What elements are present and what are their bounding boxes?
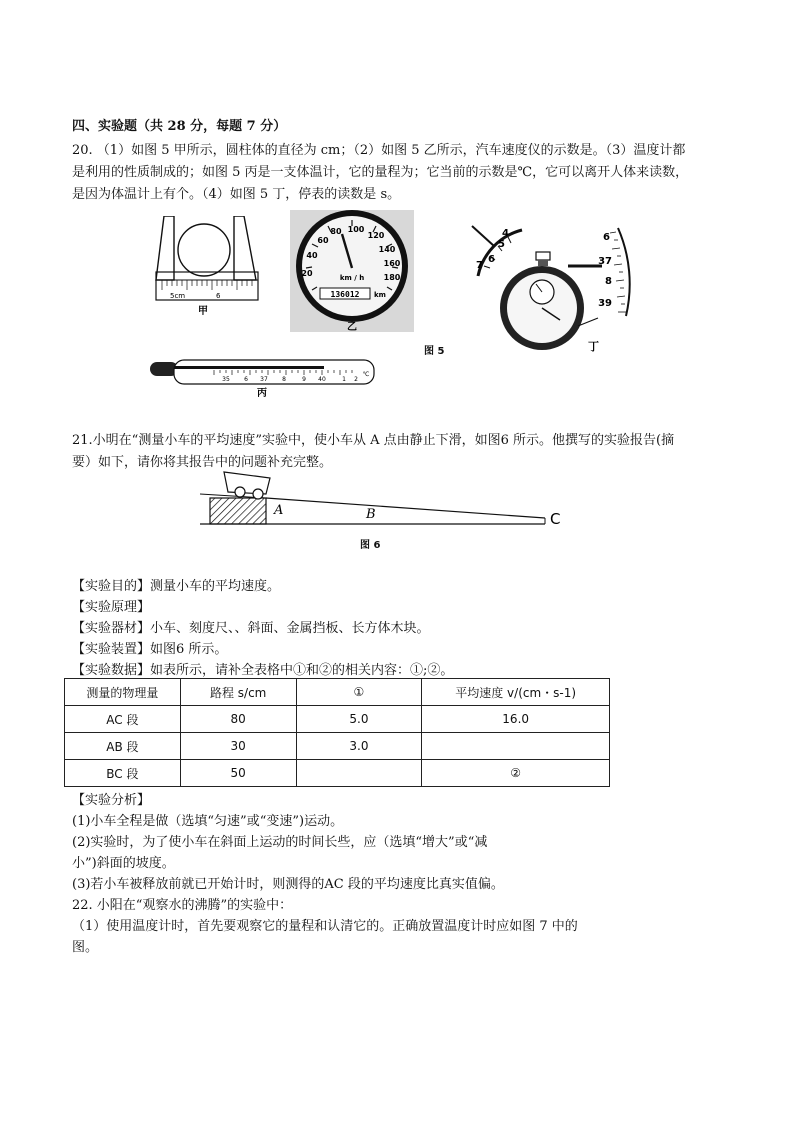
q22-line-2: （1）使用温度计时，首先要观察它的量程和认清它的。正确放置温度计时应如图 7 中的	[72, 919, 578, 934]
big-dial-37: 37	[598, 256, 612, 267]
thermo-unit: ℃	[362, 371, 370, 378]
figure-5-bing-label: 丙	[257, 388, 267, 399]
figure-5-bing-thermometer	[148, 354, 380, 400]
q22-line-1: 22. 小阳在“观察水的沸腾”的实验中：	[72, 898, 293, 913]
q20-line-1: 20. （1）如图 5 甲所示，圆柱体的直径为 cm；（2）如图 5 乙所示，汽车速度仪的示数是。（3）温度计都	[72, 143, 686, 158]
speed-dial-60: 60	[317, 236, 329, 245]
report-principle: 【实验原理】	[72, 600, 151, 615]
table-cell: BC 段	[65, 760, 181, 787]
speed-unit: km / h	[339, 274, 365, 282]
point-a-label: A	[274, 503, 284, 518]
thermo-40: 40	[318, 376, 326, 383]
q20-line-2: 是利用的性质制成的；如图 5 丙是一支体温计，它的量程为；它当前的示数是℃，它可以离开人体来读数，	[72, 165, 689, 180]
analysis-2: (2)实验时，为了使小车在斜面上运动的时间长些，应（选填“增大”或“减	[72, 835, 488, 850]
report-equipment: 【实验器材】小车、刻度尺、、斜面、金属挡板、长方体木块。	[72, 621, 430, 636]
figure-6-incline	[200, 470, 572, 532]
table-cell: 5.0	[296, 706, 422, 733]
report-data: 【实验数据】如表所示，请补全表格中①和②的相关内容：①;②。	[72, 663, 454, 678]
thermo-2: 2	[354, 376, 358, 383]
report-setup: 【实验装置】如图6 所示。	[72, 642, 228, 657]
table-header-row	[65, 679, 610, 706]
analysis-title: 【实验分析】	[72, 793, 151, 808]
q20-line-3: 是因为体温计上有个。（4）如图 5 丁，停表的读数是 s。	[72, 187, 401, 202]
table-cell	[422, 733, 610, 760]
data-table	[64, 678, 610, 787]
analysis-2-cont: 小”)斜面的坡度。	[72, 856, 175, 871]
speed-dial-140: 140	[378, 245, 396, 254]
report-purpose: 【实验目的】测量小车的平均速度。	[72, 579, 281, 594]
analysis-3: (3)若小车被释放前就已开始计时，则测得的AC 段的平均速度比真实值偏。	[72, 877, 504, 892]
big-dial-8: 8	[605, 276, 612, 287]
q21-line-2: 要）如下，请你将其报告中的问题补充完整。	[72, 455, 333, 470]
figure-5-ding-label: 丁	[588, 340, 599, 353]
speed-dial-20: 20	[301, 269, 313, 278]
thermo-9: 9	[302, 376, 306, 383]
point-c-label: C	[550, 510, 561, 528]
small-dial-6: 6	[488, 254, 495, 265]
table-cell: AB 段	[65, 733, 181, 760]
table-header: 路程 s/cm	[180, 679, 296, 706]
thermo-6: 6	[244, 376, 248, 383]
table-row	[65, 760, 610, 787]
caliper-label-6: 6	[216, 292, 221, 300]
section-title: 四、实验题（共 28 分，每题 7 分）	[72, 119, 287, 134]
thermo-8: 8	[282, 376, 286, 383]
speed-dial-120: 120	[367, 231, 385, 240]
speed-dial-180: 180	[383, 273, 401, 282]
table-cell: ②	[422, 760, 610, 787]
table-cell: 3.0	[296, 733, 422, 760]
figure-5-jia-caliper	[152, 216, 264, 316]
thermo-1: 1	[342, 376, 346, 383]
figure-5-caption: 图 5	[424, 346, 445, 357]
speed-dial-80: 80	[330, 227, 342, 236]
figure-5-yi-label: 乙	[347, 322, 357, 333]
big-dial-39: 39	[598, 298, 612, 309]
q21-line-1: 21.小明在“测量小车的平均速度”实验中，使小车从 A 点由静止下滑，如图6 所示。他撰写的实验报告(摘	[72, 433, 675, 448]
figure-5-jia-label: 甲	[198, 306, 208, 316]
point-b-label: B	[366, 507, 376, 522]
speed-dial-100: 100	[347, 225, 365, 234]
figure-5-ding-stopwatch	[470, 222, 642, 356]
table-row	[65, 733, 610, 760]
table-header: ①	[296, 679, 422, 706]
caliper-label-5cm: 5cm	[170, 292, 186, 300]
odometer: 136012	[330, 290, 360, 299]
table-cell: 30	[180, 733, 296, 760]
speed-dial-40: 40	[306, 251, 318, 260]
analysis-1: (1)小车全程是做（选填“匀速”或“变速”)运动。	[72, 814, 344, 829]
q22-line-3: 图。	[72, 940, 99, 955]
small-dial-4: 4	[502, 228, 509, 239]
big-dial-6: 6	[603, 232, 610, 243]
small-dial-7: 7	[476, 260, 483, 271]
figure-6-caption: 图 6	[360, 540, 381, 551]
table-cell	[296, 760, 422, 787]
table-cell: AC 段	[65, 706, 181, 733]
table-header: 平均速度 v/(cm・s-1)	[422, 679, 610, 706]
table-cell: 80	[180, 706, 296, 733]
odometer-unit: km	[374, 291, 386, 299]
table-row	[65, 706, 610, 733]
table-cell: 50	[180, 760, 296, 787]
figure-5-yi-speedometer	[290, 210, 414, 334]
table-header: 测量的物理量	[65, 679, 181, 706]
thermo-35: 35	[222, 376, 230, 383]
thermo-37: 37	[260, 376, 268, 383]
speed-dial-160: 160	[383, 259, 401, 268]
table-cell: 16.0	[422, 706, 610, 733]
small-dial-5: 5	[498, 239, 505, 250]
